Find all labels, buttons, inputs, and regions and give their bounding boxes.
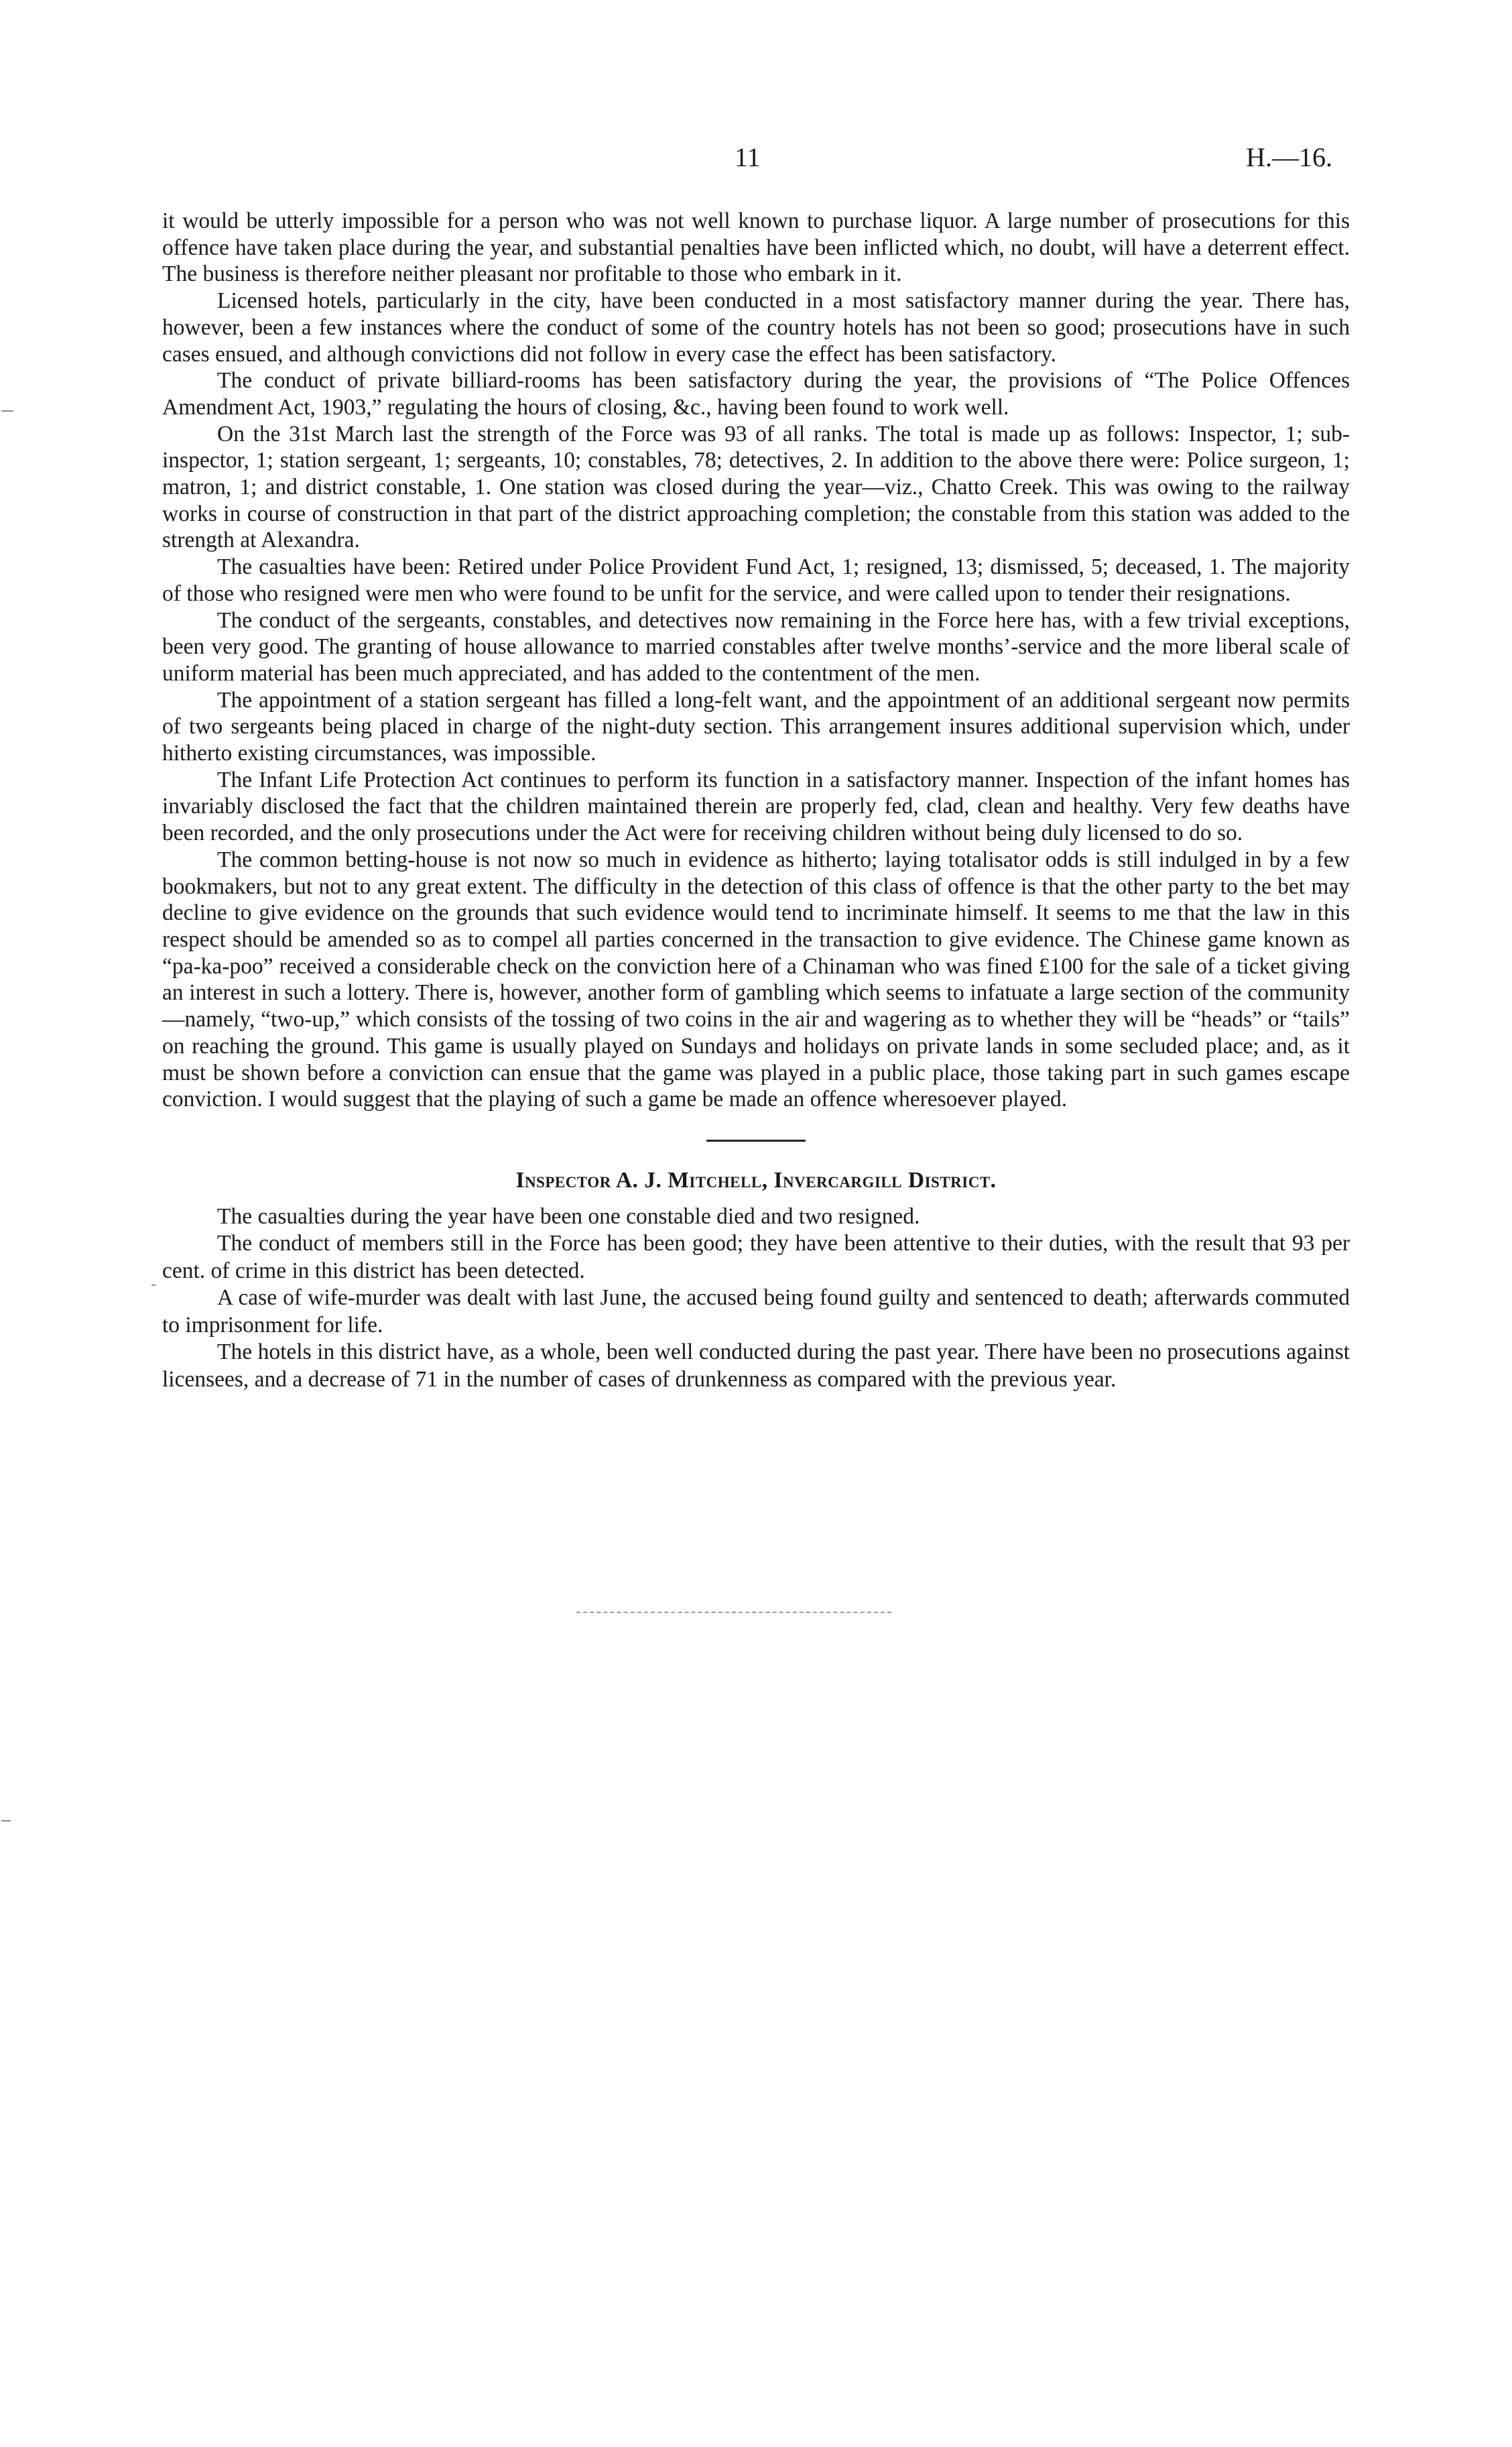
scan-mark <box>151 1285 155 1286</box>
report-body <box>162 208 1350 1393</box>
end-rule <box>576 1612 891 1613</box>
paragraph: it would be utterly impossible for a person who was not well known to purchase liquor. A large number of prosecutions for this offence have taken place during the year, and substantial penalties have been inflicted which, no doubt, will have a deterrent effect. The business is therefore neither pleasant nor profitable to those who embark in it. <box>162 208 1350 287</box>
paragraph: A case of wife-murder was dealt with last June, the accused being found guilty and sentenced to death; afterwards commuted to imprisonment for life. <box>162 1285 1350 1337</box>
paragraph: The casualties have been: Retired under Police Provident Fund Act, 1; resigned, 13; dismissed, 5; deceased, 1. The majority of those who resigned were men who were found to be unfit for the service, and were called upon to tender their resignations. <box>162 554 1350 606</box>
paragraph: The common betting-house is not now so much in evidence as hitherto; laying totalisator odds is still indulged in by a few bookmakers, but not to any great extent. The difficulty in the detection of this class of offence is that the other party to the bet may decline to give evidence on the grounds that such evidence would tend to incriminate himself. It seems to me that the law in this respect should be amended so as to compel all parties concerned in the transaction to give evidence. The Chinese game known as “pa-ka-poo” received a considerable check on the conviction here of a Chinaman who was fined £100 for the sale of a ticket giving an interest in such a lottery. There is, however, another form of gambling which seems to infatuate a large section of the community—namely, “two-up,” which consists of the tossing of two coins in the air and wagering as to whether they will be “heads” or “tails” on reaching the ground. This game is usually played on Sundays and holidays on private lands in some secluded place; and, as it must be shown before a conviction can ensue that the game was played in a public place, those taking part in such games escape conviction. I would suggest that the playing of such a game be made an offence wheresoever played. <box>162 847 1350 1112</box>
section-dunedin-continued <box>162 208 1350 1113</box>
paragraph: The appointment of a station sergeant has filled a long-felt want, and the appointment of an additional sergeant now permits of two sergeants being placed in charge of the night-duty section. This arrangement insures additional supervision which, under hitherto existing circumstances, was impossible. <box>162 687 1350 766</box>
paragraph: On the 31st March last the strength of the Force was 93 of all ranks. The total is made up as follows: Inspector, 1; sub-inspector, 1; station sergeant, 1; sergeants, 10; constables, 78; detectives, 2. In addition to the above there were: Police surgeon, 1; matron, 1; and district constable, 1. One station was closed during the year—viz., Chatto Creek. This was owing to the railway works in course of construction in that part of the district approaching completion; the constable from this station was added to the strength at Alexandra. <box>162 421 1350 553</box>
paragraph: The hotels in this district have, as a whole, been well conducted during the past year. There have been no prosecutions against licensees, and a decrease of 71 in the number of cases of drunkenness as compared with the previous year. <box>162 1339 1350 1392</box>
paragraph: The conduct of members still in the Force has been good; they have been attentive to their duties, with the result that 93 per cent. of crime in this district has been detected. <box>162 1231 1350 1283</box>
paragraph: The conduct of the sergeants, constables, and detectives now remaining in the Force here has, with a few trivial exceptions, been very good. The granting of house allowance to married constables after twelve months’-service and the more liberal scale of uniform material has been much appreciated, and has added to the contentment of the men. <box>162 607 1350 686</box>
paragraph: The conduct of private billiard-rooms has been satisfactory during the year, the provisions of “The Police Offences Amendment Act, 1903,” regulating the hours of closing, &c., having been found to work well. <box>162 368 1350 420</box>
scan-mark <box>1 410 13 412</box>
section-heading: Inspector A. J. Mitchell, Invercargill District. <box>515 1167 997 1193</box>
document-reference: H.—16. <box>1246 142 1332 172</box>
section-invercargill <box>162 1167 1350 1394</box>
paragraph: Licensed hotels, particularly in the city, have been conducted in a most satisfactory manner during the year. There has, however, been a few instances where the conduct of some of the country hotels has not been so good; prosecutions have in such cases ensued, and although convictions did not follow in every case the effect has been satisfactory. <box>162 288 1350 367</box>
paragraph: The Infant Life Protection Act continues to perform its function in a satisfactory manner. Inspection of the infant homes has invariably disclosed the fact that the children maintained therein are properly fed, clad, clean and healthy. Very few deaths have been recorded, and the only prosecutions under the Act were for receiving children without being duly licensed to do so. <box>162 767 1350 846</box>
paragraph: The casualties during the year have been one constable died and two resigned. <box>217 1203 920 1229</box>
section-divider <box>706 1140 806 1142</box>
page-header <box>0 141 1512 174</box>
page-number: 11 <box>735 142 761 172</box>
scan-mark <box>1 1820 11 1822</box>
